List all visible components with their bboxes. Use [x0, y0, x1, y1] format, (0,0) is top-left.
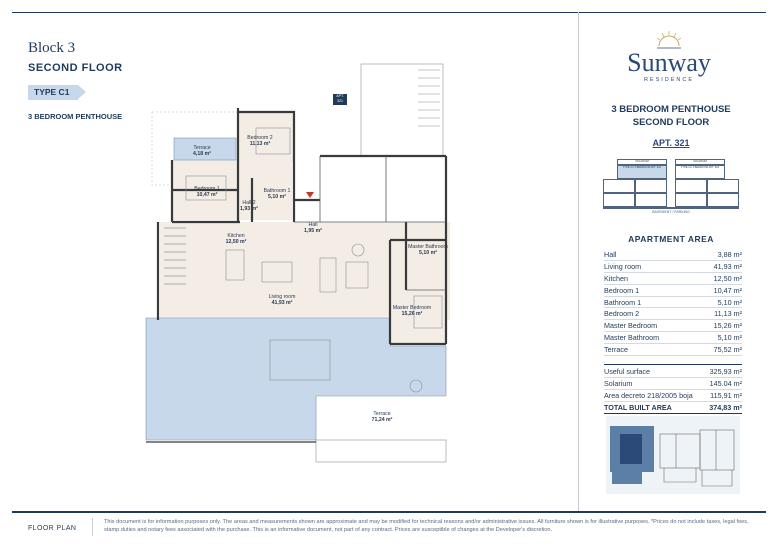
total-built-area: TOTAL BUILT AREA 374,83 m²	[604, 402, 742, 412]
room-kitchen: Kitchen 12,50 m²	[225, 233, 247, 245]
block-title: Block 3	[28, 40, 76, 56]
footer-label: FLOOR PLAN	[28, 525, 77, 532]
area-row: Hall 3,88 m²	[604, 250, 742, 259]
room-bedroom1: Bedroom 1 10,47 m²	[194, 186, 220, 198]
area-title: APARTMENT AREA	[628, 234, 714, 244]
room-hall2: Hall 2 1,93 m²	[240, 200, 258, 212]
area-row: Bedroom 1 10,47 m²	[604, 285, 742, 295]
area-table	[604, 249, 742, 356]
stack-cell	[675, 179, 707, 193]
apartment-number: APT. 321	[652, 138, 690, 148]
footer-disclaimer: This document is for information purposes only. The areas and measurements shown are approximate and may be modified for technical reasons and/or administrative issues. All furniture shown is for illustrative purposes. *Prices do not include taxes, legal fees, stamp duties and notary fees associated with the purchase. This is an informative document, not part of any contract. Prices are susceptible of changes at the Developer's discretion.	[104, 519, 749, 533]
stack-ground-line	[603, 207, 739, 209]
area-row: Kitchen 12,50 m²	[604, 273, 742, 283]
room-master-bathroom: Master Bathroom 5,10 m²	[408, 244, 448, 256]
area-row: Terrace 75,52 m²	[604, 345, 742, 355]
key-plan	[606, 416, 740, 494]
room-terrace-small: Terrace 4,18 m²	[193, 145, 211, 157]
room-living: Living room 41,93 m²	[268, 294, 296, 306]
stack-solarium-right: SOLARIUM	[675, 159, 725, 165]
area-total-row: Area decreto 218/2005 boja 115,91 m²	[604, 390, 742, 400]
stack-cell	[603, 179, 635, 193]
stack-cell	[635, 179, 667, 193]
room-hall: Hall 1,95 m²	[304, 222, 322, 234]
room-terrace: Terrace 71,24 m²	[371, 411, 393, 423]
bottom-divider	[12, 511, 766, 513]
stack-cell	[635, 193, 667, 207]
stack-caption: BASEMENT / PARKING	[652, 210, 690, 214]
brand-sub: RESIDENCE	[643, 77, 695, 83]
stack-cell	[707, 193, 739, 207]
stack-cell	[603, 193, 635, 207]
brand-name: Sunway	[627, 48, 711, 77]
apartment-type: 3 BEDROOM PENTHOUSE SECOND FLOOR	[611, 104, 731, 128]
stack-cell	[675, 193, 707, 207]
stack-cell-highlight: TYPE C1 3 BEDROOM APT. 321	[617, 165, 667, 179]
area-row: Master Bathroom 5,10 m²	[604, 333, 742, 343]
area-total-row: Useful surface 325,93 m²	[604, 367, 742, 376]
panel-divider	[578, 12, 579, 511]
apartment-marker: APT. 321	[333, 94, 347, 105]
floor-title: SECOND FLOOR	[28, 62, 123, 74]
footer-divider	[92, 518, 93, 536]
type-tag: TYPE C1	[28, 85, 78, 100]
area-row: Master Bedroom 15,26 m²	[604, 321, 742, 331]
room-bedroom2: Bedroom 2 11,13 m²	[247, 135, 273, 147]
stair-block	[361, 64, 443, 156]
stack-cell: TYPE C2 3 BEDROOM APT. 322	[675, 165, 725, 179]
stack-cell	[707, 179, 739, 193]
railing	[316, 440, 446, 462]
area-total-row: Solarium 145.04 m²	[604, 378, 742, 388]
area-row: Bathroom 1 5,10 m²	[604, 297, 742, 307]
area-totals	[604, 364, 742, 414]
area-row: Bedroom 2 11,13 m²	[604, 309, 742, 319]
stack-solarium-left: SOLARIUM	[617, 159, 667, 165]
area-row: Living room 41,93 m²	[604, 261, 742, 271]
room-master-bedroom: Master Bedroom 15,26 m²	[392, 305, 432, 317]
sun-logo-icon	[655, 30, 683, 50]
entrance-marker	[306, 192, 314, 198]
subtype-label: 3 BEDROOM PENTHOUSE	[28, 112, 123, 121]
room-bathroom1: Bathroom 1 5,10 m²	[263, 188, 291, 200]
